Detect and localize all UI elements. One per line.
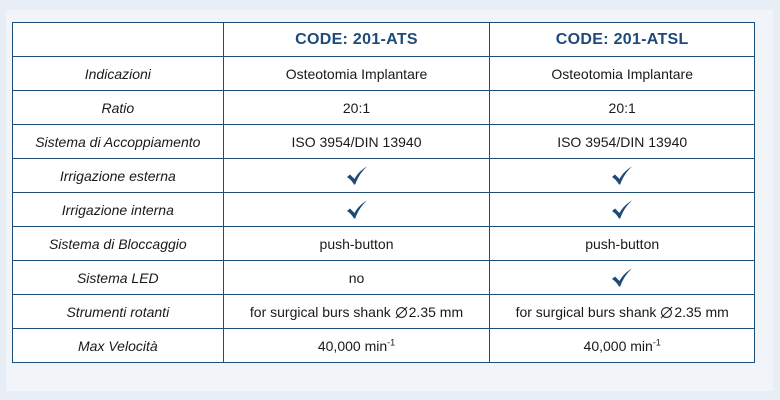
- cell-201-atsl: [490, 91, 755, 125]
- table-row: [13, 159, 755, 193]
- table-row: [13, 91, 755, 125]
- check-mark-icon: [346, 200, 368, 220]
- table-row: [13, 125, 755, 159]
- speed-value: 40,000 min: [583, 337, 653, 354]
- table-row: [13, 193, 755, 227]
- row-label: Irrigazione esterna: [59, 167, 176, 184]
- cell-201-ats: [223, 125, 490, 159]
- cell-value: ISO 3954/DIN 13940: [291, 133, 422, 150]
- cell-value: 20:1: [608, 99, 636, 116]
- row-label: Sistema LED: [76, 269, 159, 286]
- header-code-b: [490, 23, 755, 57]
- row-label-cell: [13, 125, 224, 159]
- row-label-cell: [13, 329, 224, 363]
- table-row: [13, 295, 755, 329]
- table-row: [13, 227, 755, 261]
- shank-value: 2.35 mm: [408, 303, 464, 320]
- row-label-cell: [13, 227, 224, 261]
- shank-value: 2.35 mm: [674, 303, 729, 320]
- row-label: Indicazioni: [84, 65, 151, 82]
- row-label: Ratio: [101, 99, 135, 116]
- row-label: Max Velocità: [78, 337, 158, 354]
- cell-201-ats: [223, 57, 490, 91]
- cell-value: push-button: [585, 235, 660, 252]
- shank-prefix: for surgical burs shank: [515, 303, 657, 320]
- code-atsl: CODE: 201-ATSL: [555, 30, 689, 48]
- check-mark-icon: [611, 268, 633, 288]
- header-empty-cell: [13, 23, 224, 57]
- row-label: Strumenti rotanti: [66, 303, 170, 320]
- speed-value: 40,000 min: [317, 337, 388, 354]
- cell-201-atsl: [490, 57, 755, 91]
- diameter-symbol-icon: [660, 306, 673, 319]
- header-code-a: [223, 23, 490, 57]
- check-mark-icon: [611, 166, 633, 186]
- diameter-symbol-icon: [395, 306, 408, 319]
- cell-201-ats: [223, 295, 490, 329]
- cell-value: 20:1: [342, 99, 371, 116]
- cell-value: ISO 3954/DIN 13940: [557, 133, 688, 150]
- row-label-cell: [13, 295, 224, 329]
- cell-201-atsl: [490, 125, 755, 159]
- row-label-cell: [13, 193, 224, 227]
- cell-value: push-button: [319, 235, 394, 252]
- row-label-cell: [13, 91, 224, 125]
- cell-value: no: [348, 269, 365, 286]
- cell-201-atsl: [490, 159, 755, 193]
- spec-table: [12, 22, 755, 363]
- cell-201-atsl: [490, 227, 755, 261]
- cell-201-atsl: [490, 329, 755, 363]
- row-label-cell: [13, 57, 224, 91]
- header-row: [13, 23, 755, 57]
- row-label: Sistema di Accoppiamento: [35, 133, 201, 150]
- speed-exponent: -1: [652, 336, 661, 347]
- cell-201-ats: [223, 329, 490, 363]
- cell-201-ats: [223, 261, 490, 295]
- table-row: [13, 261, 755, 295]
- table-row: [13, 329, 755, 363]
- cell-201-ats: [223, 227, 490, 261]
- cell-201-ats: [223, 91, 490, 125]
- row-label: Irrigazione interna: [61, 201, 174, 218]
- check-mark-icon: [611, 200, 633, 220]
- cell-value: Osteotomia Implantare: [285, 65, 428, 82]
- shank-prefix: for surgical burs shank: [249, 303, 391, 320]
- code-ats: CODE: 201-ATS: [295, 30, 418, 48]
- check-mark-icon: [346, 166, 368, 186]
- cell-201-ats: [223, 159, 490, 193]
- row-label-cell: [13, 159, 224, 193]
- cell-201-atsl: [490, 193, 755, 227]
- table-row: [13, 57, 755, 91]
- cell-201-atsl: [490, 261, 755, 295]
- row-label-cell: [13, 261, 224, 295]
- cell-201-atsl: [490, 295, 755, 329]
- cell-value: Osteotomia Implantare: [551, 65, 693, 82]
- row-label: Sistema di Bloccaggio: [48, 235, 187, 252]
- cell-201-ats: [223, 193, 490, 227]
- speed-exponent: -1: [387, 336, 396, 347]
